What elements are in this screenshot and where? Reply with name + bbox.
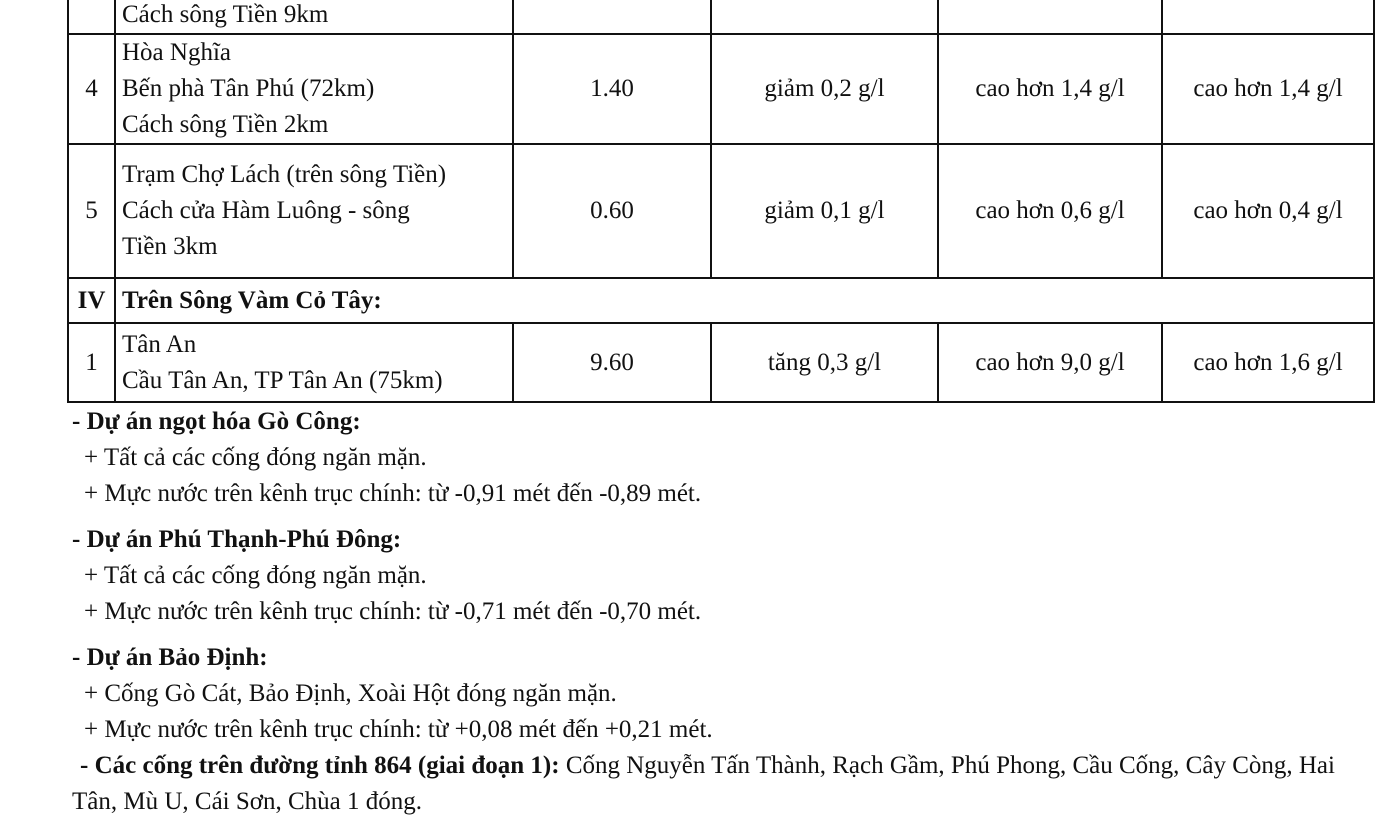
road-864-paragraph	[72, 748, 1372, 820]
project-bullet: + Cống Gò Cát, Bảo Định, Xoài Hột đóng ngăn mặn.	[84, 680, 617, 707]
station-name-line: Cách cửa Hàm Luông - sông	[122, 197, 410, 224]
station-name-line: Tiền 3km	[122, 233, 218, 260]
road-864-text: Cống Nguyễn Tấn Thành, Rạch Gầm, Phú Phong, Cầu Cống, Cây Còng, Hai Tân, Mù U, Cái Sơn, Chùa 1 đóng.	[72, 752, 1335, 815]
row-number	[68, 0, 115, 34]
change-value: giảm 0,2 g/l	[711, 34, 938, 144]
station-name-line: Tân An	[122, 330, 197, 358]
project-bullet: + Mực nước trên kênh trục chính: từ +0,08 mét đến +0,21 mét.	[84, 716, 713, 743]
compare-value-1	[938, 0, 1162, 34]
road-864-heading: - Các cống trên đường tỉnh 864 (giai đoạn 1):	[80, 752, 560, 779]
project-heading-bao-dinh: - Dự án Bảo Định:	[72, 644, 268, 671]
station-name	[115, 144, 513, 278]
project-heading-phu-thanh: - Dự án Phú Thạnh-Phú Đông:	[72, 526, 402, 553]
change-value: giảm 0,1 g/l	[711, 144, 938, 278]
row-number: 4	[68, 34, 115, 144]
salinity-value: 1.40	[513, 34, 711, 144]
section-row	[68, 278, 1374, 323]
station-name-line: Trạm Chợ Lách (trên sông Tiền)	[122, 161, 447, 188]
station-name-line: Cách sông Tiền 9km	[122, 1, 329, 28]
compare-value-2: cao hơn 1,6 g/l	[1162, 323, 1374, 402]
station-name-line: Cách sông Tiền 2km	[122, 111, 329, 138]
project-bullet: + Mực nước trên kênh trục chính: từ -0,91 mét đến -0,89 mét.	[84, 480, 702, 507]
station-name	[115, 323, 513, 402]
row-number: 1	[68, 323, 115, 402]
project-bullet: + Tất cả các cống đóng ngăn mặn.	[84, 562, 427, 589]
station-name-line: Hòa Nghĩa	[122, 39, 231, 66]
salinity-value	[513, 0, 711, 34]
project-bullet: + Tất cả các cống đóng ngăn mặn.	[84, 444, 427, 471]
compare-value-1: cao hơn 9,0 g/l	[938, 323, 1162, 402]
change-value: tăng 0,3 g/l	[711, 323, 938, 402]
compare-value-2	[1162, 0, 1374, 34]
station-name-line: Bến phà Tân Phú (72km)	[122, 75, 375, 102]
compare-value-2: cao hơn 0,4 g/l	[1162, 144, 1374, 278]
table-row	[68, 144, 1374, 278]
section-number: IV	[68, 278, 115, 323]
project-notes	[72, 404, 1372, 820]
table-row	[68, 34, 1374, 144]
compare-value-1: cao hơn 1,4 g/l	[938, 34, 1162, 144]
station-name-line: Cầu Tân An, TP Tân An (75km)	[122, 366, 443, 394]
section-title: Trên Sông Vàm Cỏ Tây:	[115, 278, 1374, 323]
station-name	[115, 34, 513, 144]
salinity-table	[67, 0, 1375, 403]
table-row	[68, 0, 1374, 34]
change-value	[711, 0, 938, 34]
compare-value-1: cao hơn 0,6 g/l	[938, 144, 1162, 278]
project-heading-go-cong: - Dự án ngọt hóa Gò Công:	[72, 408, 361, 435]
compare-value-2: cao hơn 1,4 g/l	[1162, 34, 1374, 144]
row-number: 5	[68, 144, 115, 278]
salinity-value: 0.60	[513, 144, 711, 278]
table-row	[68, 323, 1374, 402]
station-name	[115, 0, 513, 34]
project-bullet: + Mực nước trên kênh trục chính: từ -0,71 mét đến -0,70 mét.	[84, 598, 702, 625]
salinity-value: 9.60	[513, 323, 711, 402]
